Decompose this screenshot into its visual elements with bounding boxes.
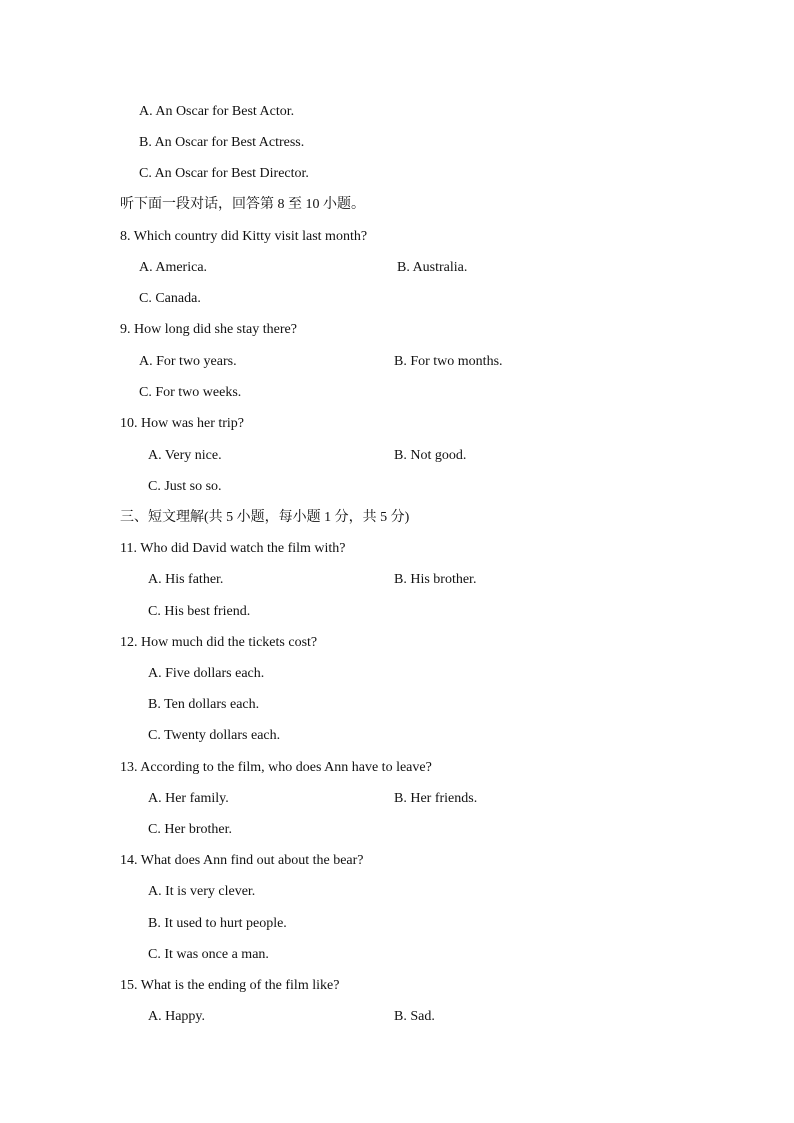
q9-option-c: C. For two weeks. <box>139 385 242 400</box>
q8-option-c: C. Canada. <box>139 291 201 306</box>
q9-option-b: B. For two months. <box>394 354 503 369</box>
q11-option-b: B. His brother. <box>394 572 477 587</box>
q8-option-b: B. Australia. <box>397 260 468 275</box>
q10-option-a: A. Very nice. <box>148 448 222 463</box>
q10-option-c: C. Just so so. <box>148 479 222 494</box>
q13-option-b: B. Her friends. <box>394 791 478 806</box>
q14-option-b: B. It used to hurt people. <box>148 916 287 931</box>
q7-option-a: A. An Oscar for Best Actor. <box>139 104 295 119</box>
q12-option-c: C. Twenty dollars each. <box>148 728 281 743</box>
question-14: 14. What does Ann find out about the bear? <box>120 853 364 868</box>
q12-option-a: A. Five dollars each. <box>148 666 265 681</box>
question-9: 9. How long did she stay there? <box>120 322 297 337</box>
question-13: 13. According to the film, who does Ann have to leave? <box>120 760 432 775</box>
q8-option-a: A. America. <box>139 260 208 275</box>
q15-option-a: A. Happy. <box>148 1009 206 1024</box>
q10-option-b: B. Not good. <box>394 448 467 463</box>
q13-option-c: C. Her brother. <box>148 822 232 837</box>
q15-option-b: B. Sad. <box>394 1009 435 1024</box>
q13-option-a: A. Her family. <box>148 791 229 806</box>
question-10: 10. How was her trip? <box>120 416 245 431</box>
q7-option-b: B. An Oscar for Best Actress. <box>139 135 305 150</box>
q7-option-c: C. An Oscar for Best Director. <box>139 166 309 181</box>
dialogue-instruction: 听下面一段对话，回答第 8 至 10 小题。 <box>120 197 365 212</box>
question-15: 15. What is the ending of the film like? <box>120 978 340 993</box>
question-12: 12. How much did the tickets cost? <box>120 635 318 650</box>
q11-option-c: C. His best friend. <box>148 604 251 619</box>
question-11: 11. Who did David watch the film with? <box>120 541 346 556</box>
q11-option-a: A. His father. <box>148 572 224 587</box>
q12-option-b: B. Ten dollars each. <box>148 697 260 712</box>
question-8: 8. Which country did Kitty visit last month? <box>120 229 368 244</box>
q14-option-c: C. It was once a man. <box>148 947 269 962</box>
section-3-heading: 三、短文理解(共 5 小题，每小题 1 分，共 5 分) <box>120 510 410 525</box>
q14-option-a: A. It is very clever. <box>148 884 256 899</box>
q9-option-a: A. For two years. <box>139 354 237 369</box>
